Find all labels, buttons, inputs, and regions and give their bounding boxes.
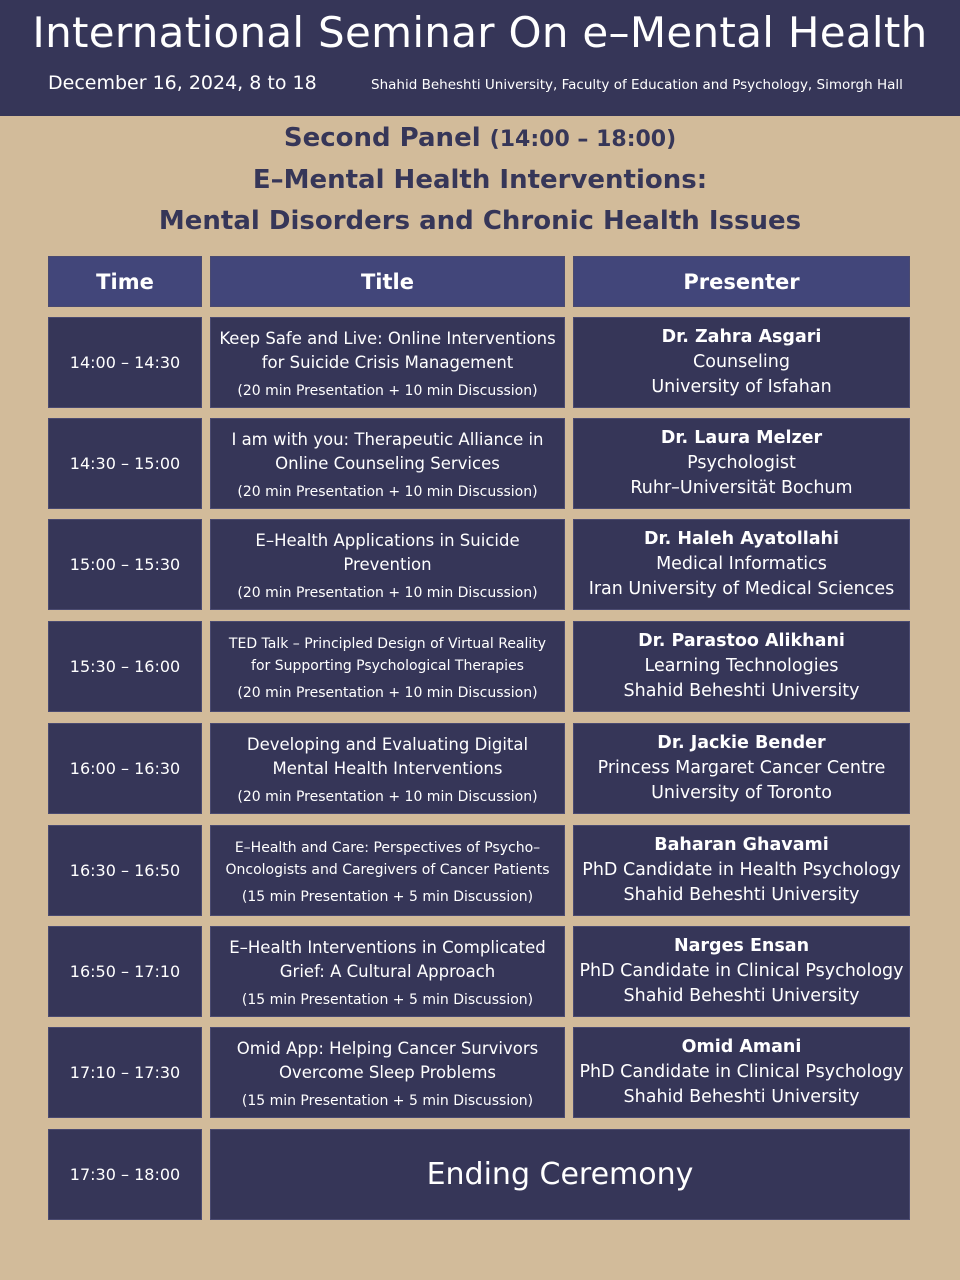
talk-duration: (15 min Presentation + 5 min Discussion)	[241, 888, 534, 905]
presenter-name: Narges Ensan	[673, 936, 810, 956]
row-title-cell	[210, 621, 565, 712]
presenter-role: PhD Candidate in Clinical Psychology	[579, 961, 904, 981]
row-time: 14:30 – 15:00	[48, 418, 202, 509]
presenter-role: PhD Candidate in Health Psychology	[582, 860, 901, 880]
col-header-presenter: Presenter	[573, 256, 910, 307]
presenter-name: Dr. Laura Melzer	[660, 428, 823, 448]
talk-duration: (15 min Presentation + 5 min Discussion)	[241, 1092, 534, 1109]
panel-name: Second Panel	[283, 123, 481, 153]
seminar-date: December 16, 2024, 8 to 18	[48, 72, 317, 94]
row-time: 16:50 – 17:10	[48, 926, 202, 1017]
talk-title: E–Health and Care: Perspectives of Psycho–Oncologists and Caregivers of Cancer Patients	[225, 839, 550, 878]
presenter-org: University of Isfahan	[651, 377, 832, 397]
col-header-title: Title	[210, 256, 565, 307]
presenter-role: PhD Candidate in Clinical Psychology	[579, 1062, 904, 1082]
presenter-org: Shahid Beheshti University	[623, 1087, 860, 1107]
row-time: 15:30 – 16:00	[48, 621, 202, 712]
presenter-name: Dr. Zahra Asgari	[661, 327, 822, 347]
presenter-org: University of Toronto	[651, 783, 832, 803]
talk-title: E–Health Interventions in Complicated Grief: A Cultural Approach	[229, 937, 546, 981]
talk-duration: (20 min Presentation + 10 min Discussion)	[237, 684, 538, 701]
col-header-time: Time	[48, 256, 202, 307]
row-time: 15:00 – 15:30	[48, 519, 202, 610]
final-row-time: 17:30 – 18:00	[48, 1129, 202, 1220]
panel-line1	[0, 118, 960, 160]
presenter-role: Medical Informatics	[656, 554, 827, 574]
panel-line2: E–Mental Health Interventions:	[252, 165, 708, 195]
talk-title: I am with you: Therapeutic Alliance in Online Counseling Services	[231, 429, 544, 473]
row-presenter-cell	[573, 317, 910, 408]
presenter-name: Omid Amani	[681, 1037, 802, 1057]
row-presenter-cell	[573, 418, 910, 509]
presenter-name: Dr. Parastoo Alikhani	[638, 631, 845, 651]
presenter-org: Shahid Beheshti University	[623, 986, 860, 1006]
row-time: 16:00 – 16:30	[48, 723, 202, 814]
presenter-name: Dr. Jackie Bender	[657, 733, 826, 753]
row-title-cell	[210, 317, 565, 408]
presenter-org: Iran University of Medical Sciences	[588, 579, 895, 599]
presenter-name: Dr. Haleh Ayatollahi	[643, 529, 840, 549]
talk-title: Keep Safe and Live: Online Interventions for Suicide Crisis Management	[219, 328, 556, 372]
row-presenter-cell	[573, 519, 910, 610]
presenter-role: Psychologist	[687, 453, 796, 473]
ending-ceremony: Ending Ceremony	[210, 1129, 910, 1220]
talk-duration: (20 min Presentation + 10 min Discussion)	[237, 788, 538, 805]
panel-line3: Mental Disorders and Chronic Health Issues	[158, 206, 802, 236]
presenter-role: Counseling	[693, 352, 790, 372]
row-time: 14:00 – 14:30	[48, 317, 202, 408]
talk-title: TED Talk – Principled Design of Virtual Reality for Supporting Psychological Therapies	[228, 635, 547, 674]
row-presenter-cell	[573, 1027, 910, 1118]
presenter-name: Baharan Ghavami	[654, 835, 829, 855]
row-presenter-cell	[573, 926, 910, 1017]
talk-duration: (20 min Presentation + 10 min Discussion)	[237, 483, 538, 500]
talk-title: Omid App: Helping Cancer Survivors Overcome Sleep Problems	[236, 1038, 539, 1082]
seminar-header	[0, 0, 960, 116]
row-title-cell	[210, 825, 565, 916]
row-time: 17:10 – 17:30	[48, 1027, 202, 1118]
presenter-role: Princess Margaret Cancer Centre	[597, 758, 886, 778]
presenter-org: Ruhr–Universität Bochum	[630, 478, 853, 498]
panel-time-range: (14:00 – 18:00)	[489, 127, 677, 152]
talk-title: E–Health Applications in Suicide Prevention	[255, 530, 520, 574]
row-presenter-cell	[573, 723, 910, 814]
panel-heading	[0, 118, 960, 242]
row-title-cell	[210, 1027, 565, 1118]
talk-duration: (20 min Presentation + 10 min Discussion)	[237, 382, 538, 399]
talk-duration: (15 min Presentation + 5 min Discussion)	[241, 991, 534, 1008]
row-presenter-cell	[573, 621, 910, 712]
row-presenter-cell	[573, 825, 910, 916]
row-time: 16:30 – 16:50	[48, 825, 202, 916]
presenter-org: Shahid Beheshti University	[623, 885, 860, 905]
row-title-cell	[210, 926, 565, 1017]
presenter-role: Learning Technologies	[644, 656, 839, 676]
seminar-venue: Shahid Beheshti University, Faculty of Education and Psychology, Simorgh Hall	[371, 77, 903, 93]
presenter-org: Shahid Beheshti University	[623, 681, 860, 701]
row-title-cell	[210, 519, 565, 610]
row-title-cell	[210, 723, 565, 814]
row-title-cell	[210, 418, 565, 509]
talk-duration: (20 min Presentation + 10 min Discussion)	[237, 584, 538, 601]
seminar-title: International Seminar On e–Mental Health	[32, 8, 928, 57]
talk-title: Developing and Evaluating Digital Mental Health Interventions	[246, 734, 529, 778]
